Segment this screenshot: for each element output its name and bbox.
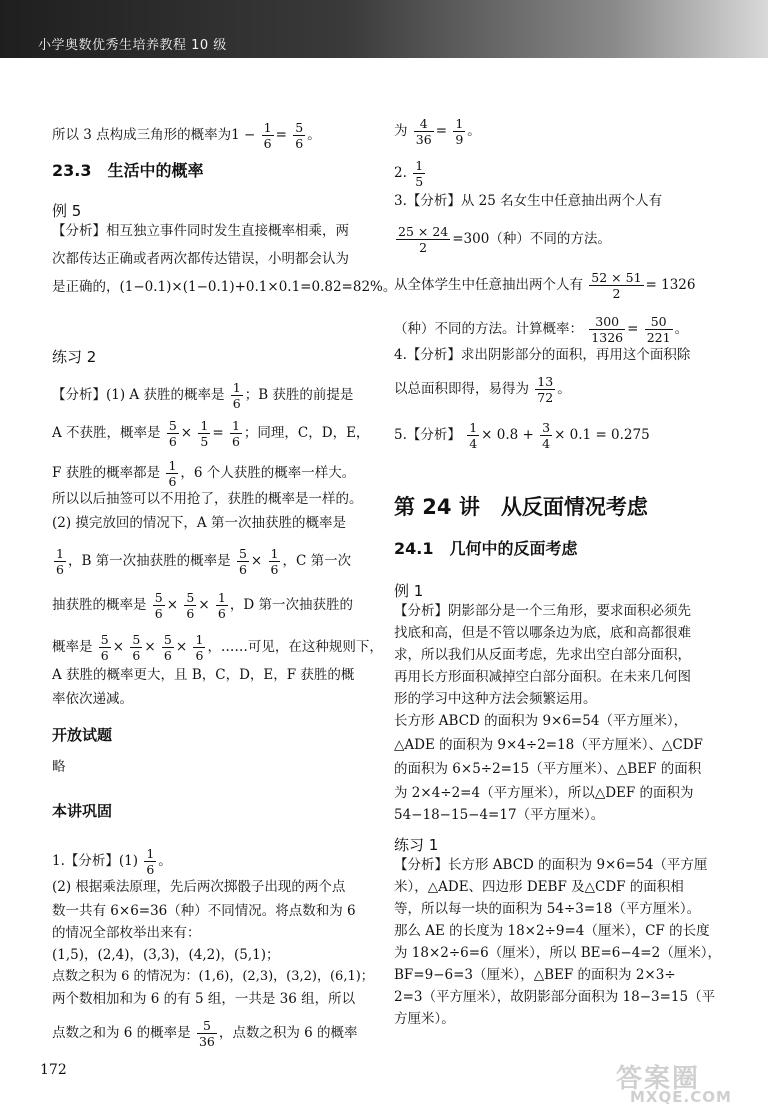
- denominator: 6: [238, 562, 247, 577]
- text-run: ×: [180, 425, 193, 441]
- numerator: 25 × 24: [398, 224, 449, 239]
- paragraph-line: 点数之积为 6 的情况为：(1,6)，(2,3)，(3,2)，(6,1)；: [52, 969, 374, 984]
- denominator: 6: [56, 562, 64, 577]
- numerator: 5: [100, 632, 109, 647]
- numerator: 5: [295, 120, 304, 135]
- denominator: 6: [163, 648, 172, 663]
- paragraph-line: 【分析】长方形 ABCD 的面积为 9×6=54（平方厘: [394, 857, 708, 873]
- fraction: [144, 846, 156, 877]
- fraction: [198, 418, 210, 449]
- numerator: 52 × 51: [591, 270, 642, 285]
- fraction: [589, 270, 643, 301]
- text-run: ，……可见，在这种规则下，: [207, 639, 383, 655]
- paragraph-line: (2) 根据乘法原理，先后两次掷骰子出现的两个点: [52, 879, 346, 895]
- numerator: 1: [146, 846, 155, 861]
- fraction: [193, 632, 205, 663]
- fraction: [99, 632, 111, 663]
- example-1-heading: 例 1: [394, 582, 424, 600]
- text-run: ，6 个人获胜的概率一样大。: [180, 465, 356, 481]
- paragraph-line: [52, 418, 369, 449]
- denominator: 4: [469, 436, 478, 451]
- paragraph-line: BF=9−6=3（厘米），△BEF 的面积为 2×3÷: [394, 967, 676, 983]
- fraction: [130, 632, 142, 663]
- text-run: = 1326: [645, 277, 696, 293]
- section-heading-24-1: 24.1 几何中的反面考虑: [394, 539, 578, 558]
- paragraph-line: 米），△ADE、四边形 DEBF 及△CDF 的面积相: [394, 879, 684, 895]
- fraction: [453, 116, 465, 147]
- paragraph-line: [52, 632, 383, 663]
- text-run: 点数之和为 6 的概率是: [52, 1025, 191, 1041]
- denominator: 6: [263, 136, 272, 151]
- example-5-heading: 例 5: [52, 202, 82, 220]
- denominator: 5: [415, 174, 424, 189]
- text-run: 1 −: [231, 127, 256, 143]
- text-run: ；同理，C，D，E，: [243, 425, 370, 441]
- numerator: 1: [263, 120, 272, 135]
- numerator: 5: [132, 632, 141, 647]
- numerator: 1: [231, 418, 240, 433]
- numerator: 1: [415, 158, 424, 173]
- paragraph-line: 找底和高，但是不管以哪条边为底，底和高都很难: [394, 625, 691, 641]
- numerator: 1: [168, 458, 177, 473]
- fraction: [167, 418, 179, 449]
- denominator: 36: [198, 1034, 215, 1049]
- numerator: 5: [163, 632, 172, 647]
- numerator: 50: [645, 314, 673, 330]
- paragraph-line: [52, 590, 353, 621]
- denominator: 72: [537, 390, 554, 405]
- denominator: 6: [231, 434, 240, 449]
- section-heading-23-3: 23.3 生活中的概率: [52, 161, 204, 180]
- open-questions-heading: 开放试题: [52, 726, 113, 744]
- numerator: 5: [168, 418, 177, 433]
- fraction: [414, 116, 434, 147]
- text-run: ，点数之积为 6 的概率: [218, 1025, 358, 1041]
- denominator: 6: [217, 606, 226, 621]
- paragraph-line: 3.【分析】从 25 名女生中任意抽出两个人有: [394, 193, 663, 209]
- text-run: ×: [175, 639, 188, 655]
- fraction: [540, 420, 552, 451]
- denominator: 2: [419, 240, 428, 255]
- denominator: 6: [132, 648, 141, 663]
- fraction: [231, 380, 243, 411]
- watermark-text: 答案圈: [616, 1064, 701, 1094]
- numerator: 3: [542, 420, 551, 435]
- numerator: 1: [270, 546, 279, 561]
- paragraph-line: [394, 374, 571, 405]
- text-run: 1.【分析】(1): [52, 853, 139, 869]
- paragraph-line: 54−18−15−4=17（平方厘米）。: [394, 807, 605, 823]
- fraction: [216, 590, 228, 621]
- fraction: [396, 224, 450, 255]
- text-run: =: [627, 321, 639, 337]
- numerator: 1: [217, 590, 226, 605]
- practice-1-heading: 练习 1: [394, 836, 439, 854]
- fraction: [645, 314, 673, 345]
- text-run: 。: [674, 321, 689, 337]
- probability-line: [52, 120, 321, 151]
- fraction: [262, 120, 274, 151]
- consolidation-heading: 本讲巩固: [52, 802, 113, 820]
- fraction: [230, 418, 242, 449]
- numerator: 5: [238, 546, 247, 561]
- text-run: 。: [158, 853, 172, 869]
- fraction: [54, 546, 66, 577]
- denominator: 4: [542, 436, 551, 451]
- paragraph-line: (2) 摸完放回的情况下，A 第一次抽获胜的概率是: [52, 515, 346, 531]
- denominator: 6: [195, 648, 204, 663]
- denominator: 6: [270, 562, 279, 577]
- text-run: 抽获胜的概率是: [52, 597, 147, 613]
- numerator: 4: [414, 116, 434, 132]
- paragraph-line: [394, 116, 481, 147]
- fraction: [467, 420, 479, 451]
- text-run: ，D 第一次抽获胜的: [229, 597, 353, 613]
- text-run: 。: [467, 123, 481, 139]
- paragraph-line: △ADE 的面积为 9×4÷2=18（平方厘米）、△CDF: [394, 737, 703, 753]
- page-number: 172: [40, 1062, 67, 1078]
- denominator: 6: [295, 136, 304, 151]
- paragraph-line: [394, 270, 696, 301]
- text-run: 为: [394, 123, 408, 139]
- fraction: [162, 632, 174, 663]
- text-run: F 获胜的概率都是: [52, 465, 161, 481]
- lecture-24-title: 第 24 讲 从反面情况考虑: [394, 495, 648, 519]
- text-run: ；B 获胜的前提是: [244, 387, 354, 403]
- header-band: [0, 0, 768, 58]
- practice-2-heading: 练习 2: [52, 348, 97, 366]
- numerator: 1: [455, 116, 464, 131]
- paragraph-line: A 获胜的概率更大，且 B，C，D，E，F 获胜的概: [52, 667, 355, 683]
- denominator: 9: [455, 132, 464, 147]
- numerator: 5: [154, 590, 163, 605]
- text-run: ，B 第一次抽获胜的概率是: [67, 553, 231, 569]
- paragraph-line: 2=3（平方厘米），故阴影部分面积为 18−3=15（平: [394, 989, 716, 1005]
- paragraph-line: [52, 458, 355, 489]
- paragraph-line: 4.【分析】求出阴影部分的面积，再用这个面积除: [394, 347, 691, 363]
- text-run: =: [435, 123, 448, 139]
- paragraph-line: [394, 420, 650, 451]
- numerator: 1: [200, 418, 209, 433]
- watermark-url: MXQE.COM: [630, 1088, 732, 1106]
- paragraph-line: [52, 1018, 358, 1049]
- denominator: 2: [612, 286, 621, 301]
- fraction: [153, 590, 165, 621]
- paragraph-line: 形的学习中这种方法会频繁运用。: [394, 691, 597, 707]
- fraction: [293, 120, 305, 151]
- paragraph-line: [394, 314, 688, 345]
- paragraph-line: 再用长方形面积减掉空白部分面积。在未来几何图: [394, 669, 691, 685]
- numerator: 1: [56, 546, 64, 561]
- text-run: ×: [250, 553, 263, 569]
- text-run: （种）不同的方法。计算概率：: [394, 321, 583, 337]
- paragraph-line: [52, 380, 353, 411]
- paragraph-line: 求，所以我们从反面考虑，先求出空白部分面积，: [394, 647, 691, 663]
- text-run: 所以 3 点构成三角形的概率为: [52, 127, 232, 143]
- text-run: ，C 第一次: [282, 553, 352, 569]
- text-run: 概率是: [52, 639, 93, 655]
- paragraph-line: 【分析】阴影部分是一个三角形，要求面积必须先: [394, 603, 691, 619]
- text-run: 以总面积即得，易得为: [394, 381, 529, 397]
- denominator: 6: [232, 396, 241, 411]
- watermark-logo: [616, 1058, 756, 1108]
- book-title: 小学奥数优秀生培养教程 10 级: [38, 38, 227, 53]
- text-run: ×: [144, 639, 156, 655]
- denominator: 6: [100, 648, 109, 663]
- text-run: =: [275, 127, 287, 143]
- text-run: × 0.1 = 0.275: [554, 427, 650, 443]
- text-run: =: [212, 425, 224, 441]
- open-questions-answer: 略: [52, 759, 66, 775]
- fraction: [535, 374, 555, 405]
- paragraph-line: 所以以后抽签可以不用抢了，获胜的概率是一样的。: [52, 491, 363, 507]
- paragraph-line: 两个数相加和为 6 的有 5 组，一共是 36 组，所以: [52, 991, 356, 1007]
- paragraph-line: [394, 224, 611, 255]
- denominator: 36: [415, 132, 432, 147]
- paragraph-line: 数一共有 6×6=36（种）不同情况。将点数和为 6: [52, 903, 356, 919]
- denominator: 6: [146, 862, 155, 877]
- paragraph-line: 等，所以每一块的面积为 54÷3=18（平方厘米）。: [394, 901, 701, 917]
- text-run: × 0.8 +: [481, 427, 534, 443]
- paragraph-line: 的情况全部枚举出来有：: [52, 925, 201, 941]
- fraction: [237, 546, 249, 577]
- fraction: [197, 1018, 217, 1049]
- text-run: ×: [166, 597, 179, 613]
- paragraph-line: 长方形 ABCD 的面积为 9×6=54（平方厘米），: [394, 713, 688, 729]
- paragraph-line: 为 2×4÷2=4（平方厘米），所以△DEF 的面积为: [394, 785, 694, 801]
- denominator: 6: [168, 434, 177, 449]
- fraction: [413, 158, 425, 189]
- text-run: 5.【分析】: [394, 427, 461, 443]
- text-run: ×: [198, 597, 210, 613]
- text-run: =300（种）不同的方法。: [452, 231, 611, 247]
- numerator: 1: [469, 420, 478, 435]
- paragraph-line: 为 18×2÷6=6（厘米），所以 BE=6−4=2（厘米），: [394, 945, 721, 961]
- numerator: 300: [589, 314, 625, 330]
- fraction: [269, 546, 281, 577]
- numerator: 5: [186, 590, 195, 605]
- fraction: [184, 590, 196, 621]
- paragraph-line: 次都传达正确或者两次都传达错误，小明都会认为: [52, 251, 349, 267]
- paragraph-line: [394, 158, 427, 189]
- fraction: [589, 314, 625, 345]
- text-run: 【分析】(1) A 获胜的概率是: [52, 387, 225, 403]
- denominator: 6: [154, 606, 163, 621]
- paragraph-line: [52, 846, 172, 877]
- denominator: 6: [168, 474, 177, 489]
- paragraph-line: 方厘米）。: [394, 1011, 455, 1027]
- paragraph-line: 那么 AE 的长度为 18×2÷9=4（厘米），CF 的长度: [394, 923, 710, 939]
- numerator: 13: [537, 374, 554, 389]
- denominator: 221: [646, 330, 671, 345]
- denominator: 1326: [591, 330, 624, 345]
- numerator: 1: [232, 380, 241, 395]
- paragraph-line: 率依次递减。: [52, 691, 133, 707]
- text-run: 。: [307, 127, 321, 143]
- denominator: 6: [186, 606, 195, 621]
- text-run: A 不获胜，概率是: [52, 425, 161, 441]
- paragraph-line: [52, 546, 351, 577]
- paragraph-line: (1,5)，(2,4)，(3,3)，(4,2)，(5,1)；: [52, 947, 280, 963]
- numerator: 1: [195, 632, 204, 647]
- denominator: 5: [200, 434, 209, 449]
- text-run: ×: [112, 639, 125, 655]
- text-run: 2.: [394, 165, 407, 181]
- text-run: 从全体学生中任意抽出两个人有: [394, 277, 583, 293]
- paragraph-line: 【分析】相互独立事件同时发生直接概率相乘，两: [52, 223, 349, 239]
- numerator: 5: [197, 1018, 217, 1034]
- fraction: [166, 458, 178, 489]
- paragraph-line: 的面积为 6×5÷2=15（平方厘米）、△BEF 的面积: [394, 761, 702, 777]
- text-run: 。: [557, 381, 571, 397]
- paragraph-line: 是正确的，(1−0.1)×(1−0.1)+0.1×0.1=0.82=82%。: [52, 279, 397, 295]
